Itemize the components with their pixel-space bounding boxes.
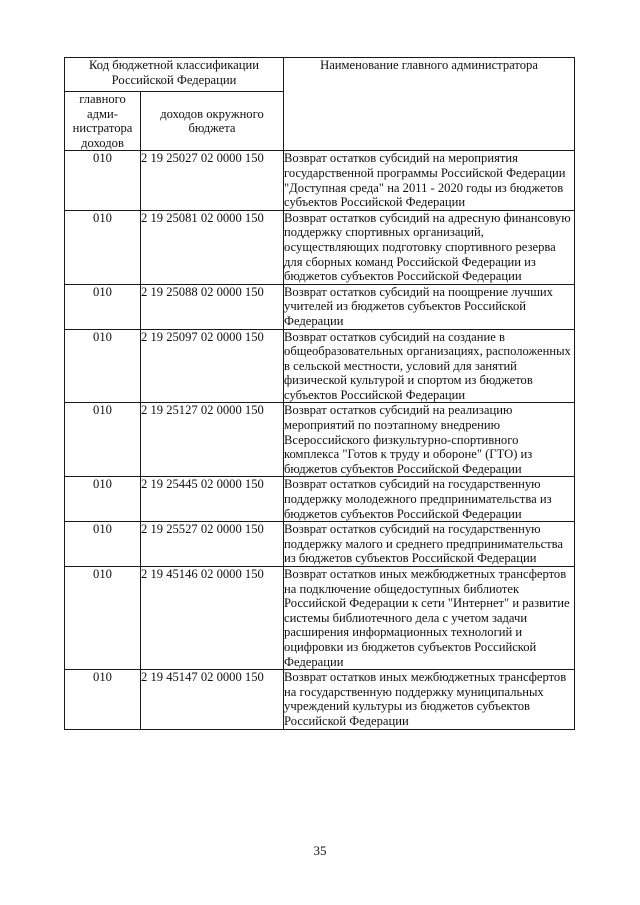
admin-code-cell: 010 — [65, 522, 141, 567]
table-row — [65, 284, 575, 329]
classification-code-header: Код бюджетной классификации Российской Федерации — [65, 58, 284, 92]
description-cell: Возврат остатков субсидий на создание в общеобразовательных организациях, расположенных в сельской местности, условий для занятий физической культурой и спортом из бюджетов субъектов Российской Федерации — [284, 329, 575, 403]
admin-code-cell: 010 — [65, 477, 141, 522]
table-row — [65, 522, 575, 567]
admin-code-cell: 010 — [65, 284, 141, 329]
admin-code-cell: 010 — [65, 403, 141, 477]
budget-code-cell: 2 19 25527 02 0000 150 — [141, 522, 284, 567]
page-number: 35 — [313, 843, 327, 858]
chief-admin-name-header: Наименование главного администратора — [284, 58, 575, 151]
table-row — [65, 567, 575, 670]
district-budget-revenue-header: доходов окружного бюджета — [141, 92, 284, 151]
budget-classification-table — [64, 57, 575, 730]
budget-code-cell: 2 19 25097 02 0000 150 — [141, 329, 284, 403]
description-cell: Возврат остатков иных межбюджетных трансфертов на государственную поддержку муниципальных учреждений культуры из бюджетов субъектов Российской Федерации — [284, 670, 575, 729]
budget-code-cell: 2 19 25445 02 0000 150 — [141, 477, 284, 522]
header-row — [65, 58, 575, 92]
description-cell: Возврат остатков субсидий на реализацию мероприятий по поэтапному внедрению Всероссийского физкультурно-спортивного комплекса "Готов к труду и обороне" (ГТО) из бюджетов субъектов Российской Федерации — [284, 403, 575, 477]
table-row — [65, 210, 575, 284]
description-cell: Возврат остатков субсидий на мероприятия государственной программы Российской Федерации "Доступная среда" на 2011 - 2020 годы из бюджетов субъектов Российской Федерации — [284, 151, 575, 210]
budget-code-cell: 2 19 25127 02 0000 150 — [141, 403, 284, 477]
table-row — [65, 670, 575, 729]
budget-code-cell: 2 19 45147 02 0000 150 — [141, 670, 284, 729]
description-cell: Возврат остатков субсидий на поощрение лучших учителей из бюджетов субъектов Российской Федерации — [284, 284, 575, 329]
table-row — [65, 403, 575, 477]
table-row — [65, 329, 575, 403]
table-row — [65, 151, 575, 210]
description-cell: Возврат остатков иных межбюджетных трансфертов на подключение общедоступных библиотек Российской Федерации к сети "Интернет" и развитие системы библиотечного дела с учетом задачи расширения информационных технологий и оцифровки из бюджетов субъектов Российской Федерации — [284, 567, 575, 670]
table-body — [65, 151, 575, 729]
admin-code-cell: 010 — [65, 210, 141, 284]
budget-code-cell: 2 19 25081 02 0000 150 — [141, 210, 284, 284]
description-cell: Возврат остатков субсидий на государственную поддержку молодежного предпринимательства из бюджетов субъектов Российской Федерации — [284, 477, 575, 522]
budget-code-cell: 2 19 25088 02 0000 150 — [141, 284, 284, 329]
admin-code-cell: 010 — [65, 151, 141, 210]
description-cell: Возврат остатков субсидий на государственную поддержку малого и среднего предпринимательства из бюджетов субъектов Российской Федерации — [284, 522, 575, 567]
chief-admin-revenue-header: главного адми-нистратора доходов — [65, 92, 141, 151]
table-row — [65, 477, 575, 522]
admin-code-cell: 010 — [65, 670, 141, 729]
description-cell: Возврат остатков субсидий на адресную финансовую поддержку спортивных организаций, осуществляющих подготовку спортивного резерва для сборных команд Российской Федерации из бюджетов субъектов Российской Федерации — [284, 210, 575, 284]
budget-code-cell: 2 19 45146 02 0000 150 — [141, 567, 284, 670]
admin-code-cell: 010 — [65, 567, 141, 670]
admin-code-cell: 010 — [65, 329, 141, 403]
budget-code-cell: 2 19 25027 02 0000 150 — [141, 151, 284, 210]
